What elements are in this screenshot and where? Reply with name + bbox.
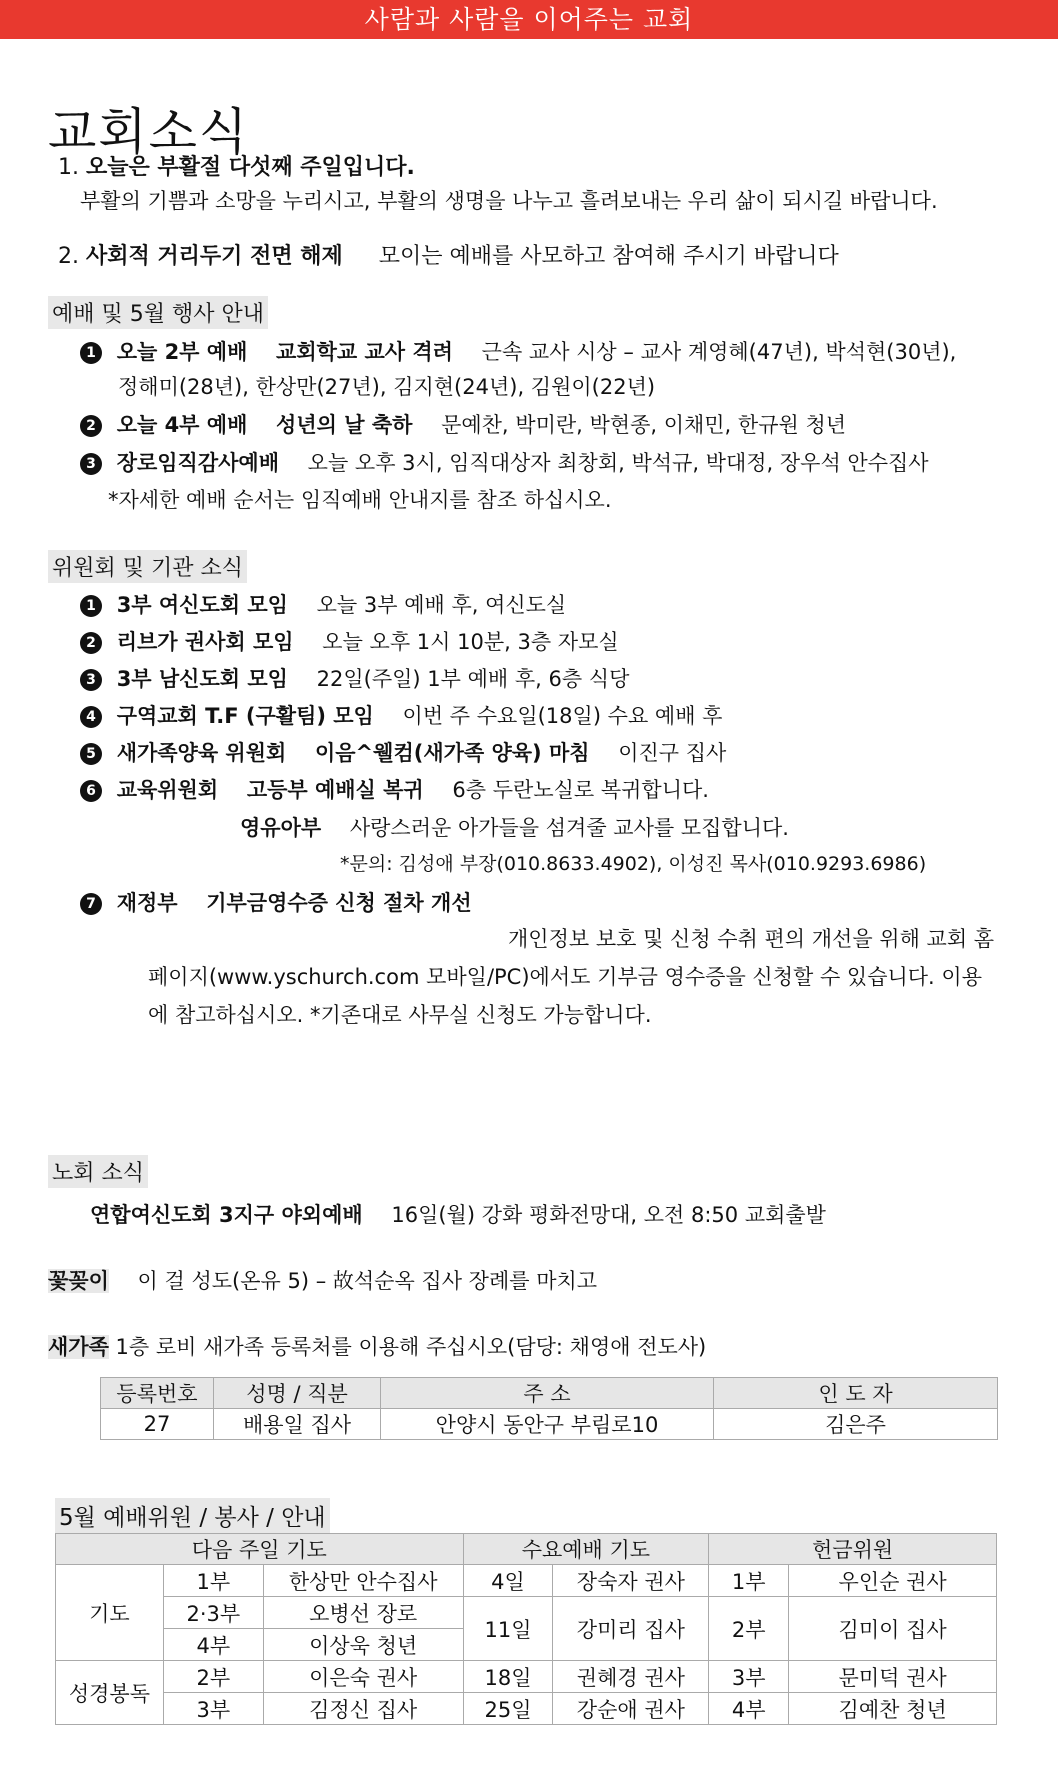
table-header-row (101, 1378, 998, 1409)
newfamily-label: 새가족 (48, 1335, 109, 1359)
committee-item-2 (80, 626, 619, 656)
item-subheading: 기부금영수증 신청 절차 개선 (206, 891, 472, 915)
table-cell: 25일 (463, 1693, 553, 1725)
table-cell: 1부 (709, 1565, 789, 1597)
slogan-banner: 사람과 사람을 이어주는 교회 (0, 0, 1058, 39)
circled-number-7: 7 (80, 893, 102, 915)
table-row (56, 1565, 997, 1597)
table-cell: 오병선 장로 (263, 1597, 463, 1629)
intro-heading: 오늘은 부활절 다섯째 주일입니다. (86, 155, 415, 180)
table-cell: 3부 (709, 1661, 789, 1693)
table-cell: 18일 (463, 1661, 553, 1693)
item-heading: 영유아부 (240, 816, 322, 840)
flower-notice (48, 1265, 597, 1295)
table-cell: 1부 (163, 1565, 263, 1597)
table-cell: 강순애 권사 (553, 1693, 709, 1725)
table-header-row (56, 1534, 997, 1565)
intro-item-1 (58, 150, 415, 181)
table-cell: 안양시 동안구 부림로10 (381, 1409, 714, 1440)
newfamily-notice (48, 1331, 706, 1361)
infant-dept-notice (240, 812, 789, 842)
table-cell: 4일 (463, 1565, 553, 1597)
table-cell: 문미덕 권사 (789, 1661, 997, 1693)
intro-item-2 (58, 239, 839, 270)
committee-item-4 (80, 700, 722, 730)
flower-label: 꽃꽂이 (48, 1269, 109, 1293)
circled-number-3: 3 (80, 669, 102, 691)
item-heading: 장로임직감사예배 (116, 451, 279, 475)
item-text: 오늘 오후 1시 10분, 3층 자모실 (322, 630, 619, 654)
worship-item-3 (80, 447, 929, 477)
committee-item-6 (80, 774, 709, 804)
item-heading: 3부 여신도회 모임 (116, 593, 288, 617)
table-cell: 3부 (163, 1693, 263, 1725)
presbytery-item (90, 1199, 826, 1229)
table-cell: 4부 (709, 1693, 789, 1725)
table-cell: 2부 (709, 1597, 789, 1661)
item-subheading: 이음^웰컴(새가족 양육) 마침 (314, 741, 590, 765)
item-text: 오늘 3부 예배 후, 여신도실 (316, 593, 567, 617)
table-cell: 우인순 권사 (789, 1565, 997, 1597)
table-cell: 김미이 집사 (789, 1597, 997, 1661)
circled-number-4: 4 (80, 706, 102, 728)
table-cell: 이상욱 청년 (263, 1629, 463, 1661)
table-cell: 4부 (163, 1629, 263, 1661)
intro-number: 1. (58, 155, 79, 180)
committee-item-1 (80, 589, 566, 619)
committee-section-heading: 위원회 및 기관 소식 (48, 550, 247, 583)
item-subheading: 고등부 예배실 복귀 (246, 778, 424, 802)
item-heading: 재정부 (116, 891, 178, 915)
item-text: 사랑스러운 아가들을 섬겨줄 교사를 모집합니다. (349, 816, 789, 840)
circled-number-3: 3 (80, 453, 102, 475)
item-text: 오늘 오후 3시, 임직대상자 최창회, 박석규, 박대정, 장우석 안수집사 (307, 451, 929, 475)
item-subheading: 성년의 날 축하 (276, 413, 413, 437)
item-heading: 구역교회 T.F (구활팀) 모임 (116, 704, 374, 728)
item-heading: 교육위원회 (116, 778, 219, 802)
circled-number-1: 1 (80, 595, 102, 617)
item-heading: 오늘 2부 예배 (116, 340, 248, 364)
row-group-label: 기도 (56, 1565, 164, 1661)
circled-number-1: 1 (80, 342, 102, 364)
table-cell: 배용일 집사 (214, 1409, 381, 1440)
item-heading: 오늘 4부 예배 (116, 413, 248, 437)
item-text: 16일(월) 강화 평화전망대, 오전 8:50 교회출발 (391, 1203, 826, 1227)
column-header: 다음 주일 기도 (56, 1534, 464, 1565)
intro-text: 부활의 기쁨과 소망을 누리시고, 부활의 생명을 나누고 흘려보내는 우리 삶이 되시길 바랍니다. (80, 189, 938, 213)
item-text: 이진구 집사 (618, 741, 727, 765)
table-cell: 김은주 (714, 1409, 998, 1440)
circled-number-2: 2 (80, 415, 102, 437)
circled-number-2: 2 (80, 632, 102, 654)
newfamily-text: 1층 로비 새가족 등록처를 이용해 주십시오(담당: 채영애 전도사) (115, 1335, 707, 1359)
column-header: 수요예배 기도 (463, 1534, 709, 1565)
row-group-label: 성경봉독 (56, 1661, 164, 1725)
circled-number-6: 6 (80, 780, 102, 802)
table-cell: 한상만 안수집사 (263, 1565, 463, 1597)
worship-item-3-cont: *자세한 예배 순서는 임직예배 안내지를 참조 하십시오. (108, 488, 612, 512)
item-text: 22일(주일) 1부 예배 후, 6층 식당 (316, 667, 630, 691)
table-row (56, 1597, 997, 1629)
flower-text: 이 걸 성도(온유 5) – 故석순옥 집사 장례를 마치고 (137, 1269, 598, 1293)
item-subheading: 교회학교 교사 격려 (276, 340, 453, 364)
item-text: 6층 두란노실로 복귀합니다. (452, 778, 709, 802)
committee-item-5 (80, 737, 726, 767)
schedule-table (55, 1533, 997, 1725)
item-heading: 새가족양육 위원회 (116, 741, 287, 765)
intro-text: 모이는 예배를 사모하고 참여해 주시기 바랍니다 (378, 244, 839, 269)
table-cell: 강미리 집사 (553, 1597, 709, 1661)
column-header: 성명 / 직분 (214, 1378, 381, 1409)
circled-number-5: 5 (80, 743, 102, 765)
infant-contact: *문의: 김성애 부장(010.8633.4902), 이성진 목사(010.9293.6986) (340, 853, 927, 875)
table-cell: 장숙자 권사 (553, 1565, 709, 1597)
intro-heading: 사회적 거리두기 전면 해제 (86, 244, 343, 269)
item-heading: 3부 남신도회 모임 (116, 667, 288, 691)
table-cell: 2·3부 (163, 1597, 263, 1629)
page-title: 교회소식 (48, 103, 250, 161)
table-cell: 김예찬 청년 (789, 1693, 997, 1725)
table-cell: 11일 (463, 1597, 553, 1661)
committee-item-7 (80, 887, 472, 917)
intro-number: 2. (58, 244, 79, 269)
item-heading: 리브가 권사회 모임 (116, 630, 294, 654)
table-cell: 김정신 집사 (263, 1693, 463, 1725)
presbytery-section-heading: 노회 소식 (48, 1155, 148, 1188)
newfamily-table (100, 1377, 998, 1440)
committee-item-3 (80, 663, 629, 693)
item-heading: 연합여신도회 3지구 야외예배 (90, 1203, 363, 1227)
table-row (56, 1693, 997, 1725)
table-cell: 27 (101, 1409, 214, 1440)
item-text: 문예찬, 박미란, 박현종, 이채민, 한규원 청년 (441, 413, 847, 437)
worship-item-1 (80, 336, 956, 366)
column-header: 헌금위원 (709, 1534, 997, 1565)
column-header: 주 소 (381, 1378, 714, 1409)
column-header: 인 도 자 (714, 1378, 998, 1409)
finance-notice-text: 개인정보 보호 및 신청 수취 편의 개선을 위해 교회 홈페이지(www.yschurch.com 모바일/PC)에서도 기부금 영수증을 신청할 수 있습니다. 이용에 참고하십시오. *기존대로 사무실 신청도 가능합니다. (148, 927, 995, 1027)
item-text: 근속 교사 시상 – 교사 계영혜(47년), 박석현(30년), (481, 340, 957, 364)
item-text: 이번 주 수요일(18일) 수요 예배 후 (402, 704, 723, 728)
worship-section-heading: 예배 및 5월 행사 안내 (48, 296, 268, 329)
table-cell: 2부 (163, 1661, 263, 1693)
table-row (56, 1661, 997, 1693)
table-cell: 이은숙 권사 (263, 1661, 463, 1693)
worship-item-2 (80, 409, 846, 439)
schedule-section-heading: 5월 예배위원 / 봉사 / 안내 (55, 1498, 330, 1533)
worship-item-1-cont: 정해미(28년), 한상만(27년), 김지현(24년), 김원이(22년) (118, 375, 656, 399)
table-cell: 권혜경 권사 (553, 1661, 709, 1693)
column-header: 등록번호 (101, 1378, 214, 1409)
table-row (101, 1409, 998, 1440)
